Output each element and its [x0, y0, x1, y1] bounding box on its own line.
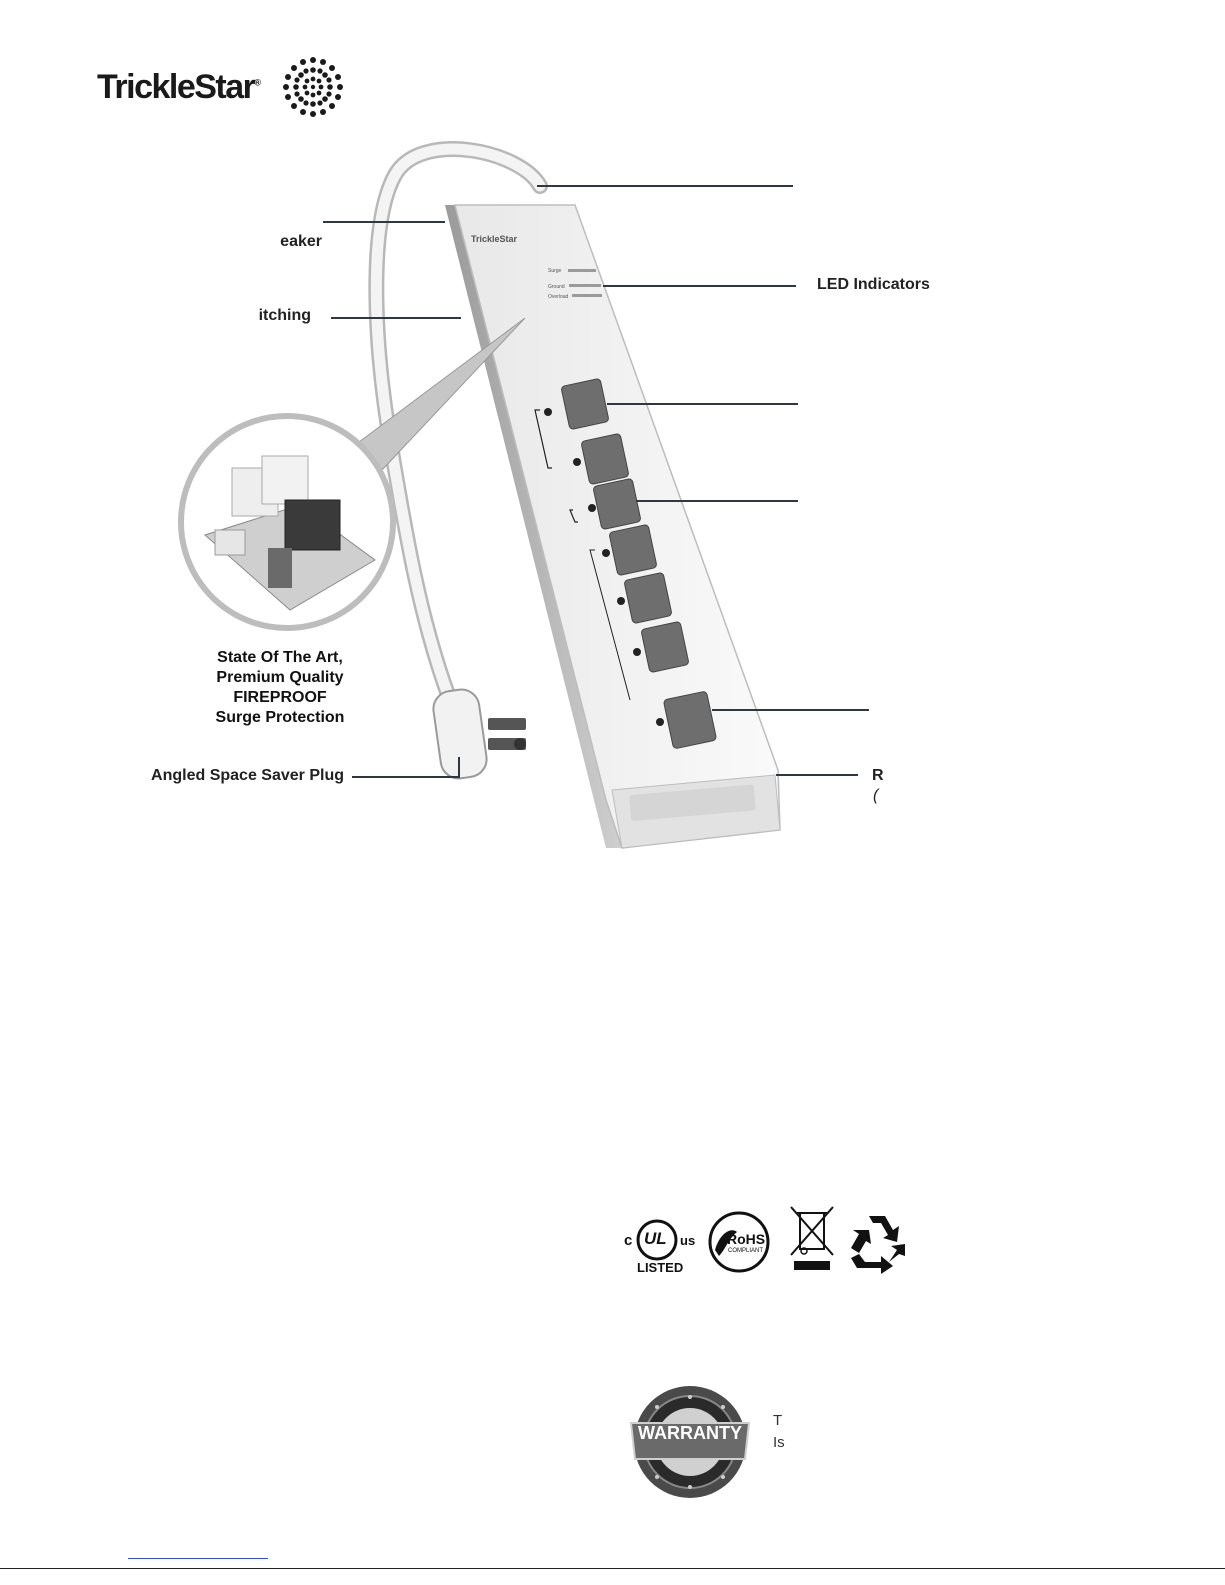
rohs-sub: COMPLIANT	[728, 1248, 764, 1254]
feature-surge-protection	[190, 648, 370, 728]
ul-text: UL	[644, 1229, 667, 1248]
feature-line-4: Surge Protection	[215, 709, 345, 726]
warranty-text	[773, 1410, 785, 1454]
brand-mark: ®	[254, 77, 262, 88]
ul-listed: LISTED	[637, 1260, 684, 1275]
outlet-3	[593, 478, 641, 529]
brand-logo	[97, 68, 261, 107]
outlet-1	[561, 378, 609, 429]
outlet-6	[641, 621, 689, 672]
callout-breaker: eaker	[280, 233, 322, 250]
led-label-ground: Ground	[548, 284, 565, 290]
ul-listed-logo	[622, 1210, 702, 1276]
led-label-surge: Surge	[548, 268, 562, 274]
angled-plug	[431, 687, 526, 781]
outlet-2	[581, 433, 629, 484]
recycle-icon	[845, 1210, 911, 1274]
callout-line-plug-vertical	[458, 757, 460, 778]
footer-link-underline[interactable]	[128, 1558, 268, 1559]
feature-line-2: Premium Quality	[216, 669, 344, 686]
brand-name: TrickleStar	[97, 68, 255, 106]
callout-line-switching	[331, 317, 461, 319]
callout-right-bottom-sub: (	[873, 787, 879, 804]
rohs-text: RoHS	[727, 1231, 766, 1247]
outlet-4	[609, 524, 657, 575]
outlet-5	[624, 572, 672, 623]
feature-line-3: FIREPROOF	[233, 689, 327, 706]
weee-bin-icon	[787, 1205, 837, 1273]
rohs-logo	[707, 1210, 771, 1274]
footer-divider	[0, 1568, 1225, 1569]
callout-switching: itching	[258, 307, 311, 324]
led-label-overload: Overload	[548, 294, 569, 300]
strip-logo: TrickleStar	[471, 234, 518, 244]
ul-c: c	[624, 1232, 633, 1249]
callout-line-cord	[537, 185, 793, 187]
callout-right-bottom: R	[872, 767, 884, 784]
callout-angled-plug: Angled Space Saver Plug	[151, 767, 344, 784]
callout-line-right-bottom	[776, 774, 858, 776]
callout-line-led	[603, 285, 796, 287]
warranty-badge-label: WARRANTY	[638, 1423, 742, 1443]
callout-line-outlet-7	[712, 709, 869, 711]
warranty-text-line-1: T	[773, 1412, 783, 1429]
callout-line-outlet-1	[607, 403, 798, 405]
ul-us: us	[680, 1233, 696, 1248]
callout-led-indicators: LED Indicators	[817, 276, 930, 293]
warranty-text-line-2: Is	[773, 1434, 785, 1451]
feature-line-1: State Of The Art,	[217, 649, 343, 666]
callout-line-outlet-3	[636, 500, 798, 502]
sunburst-logo-icon	[278, 52, 348, 122]
callout-line-breaker	[323, 221, 445, 223]
callout-line-plug	[352, 776, 460, 778]
